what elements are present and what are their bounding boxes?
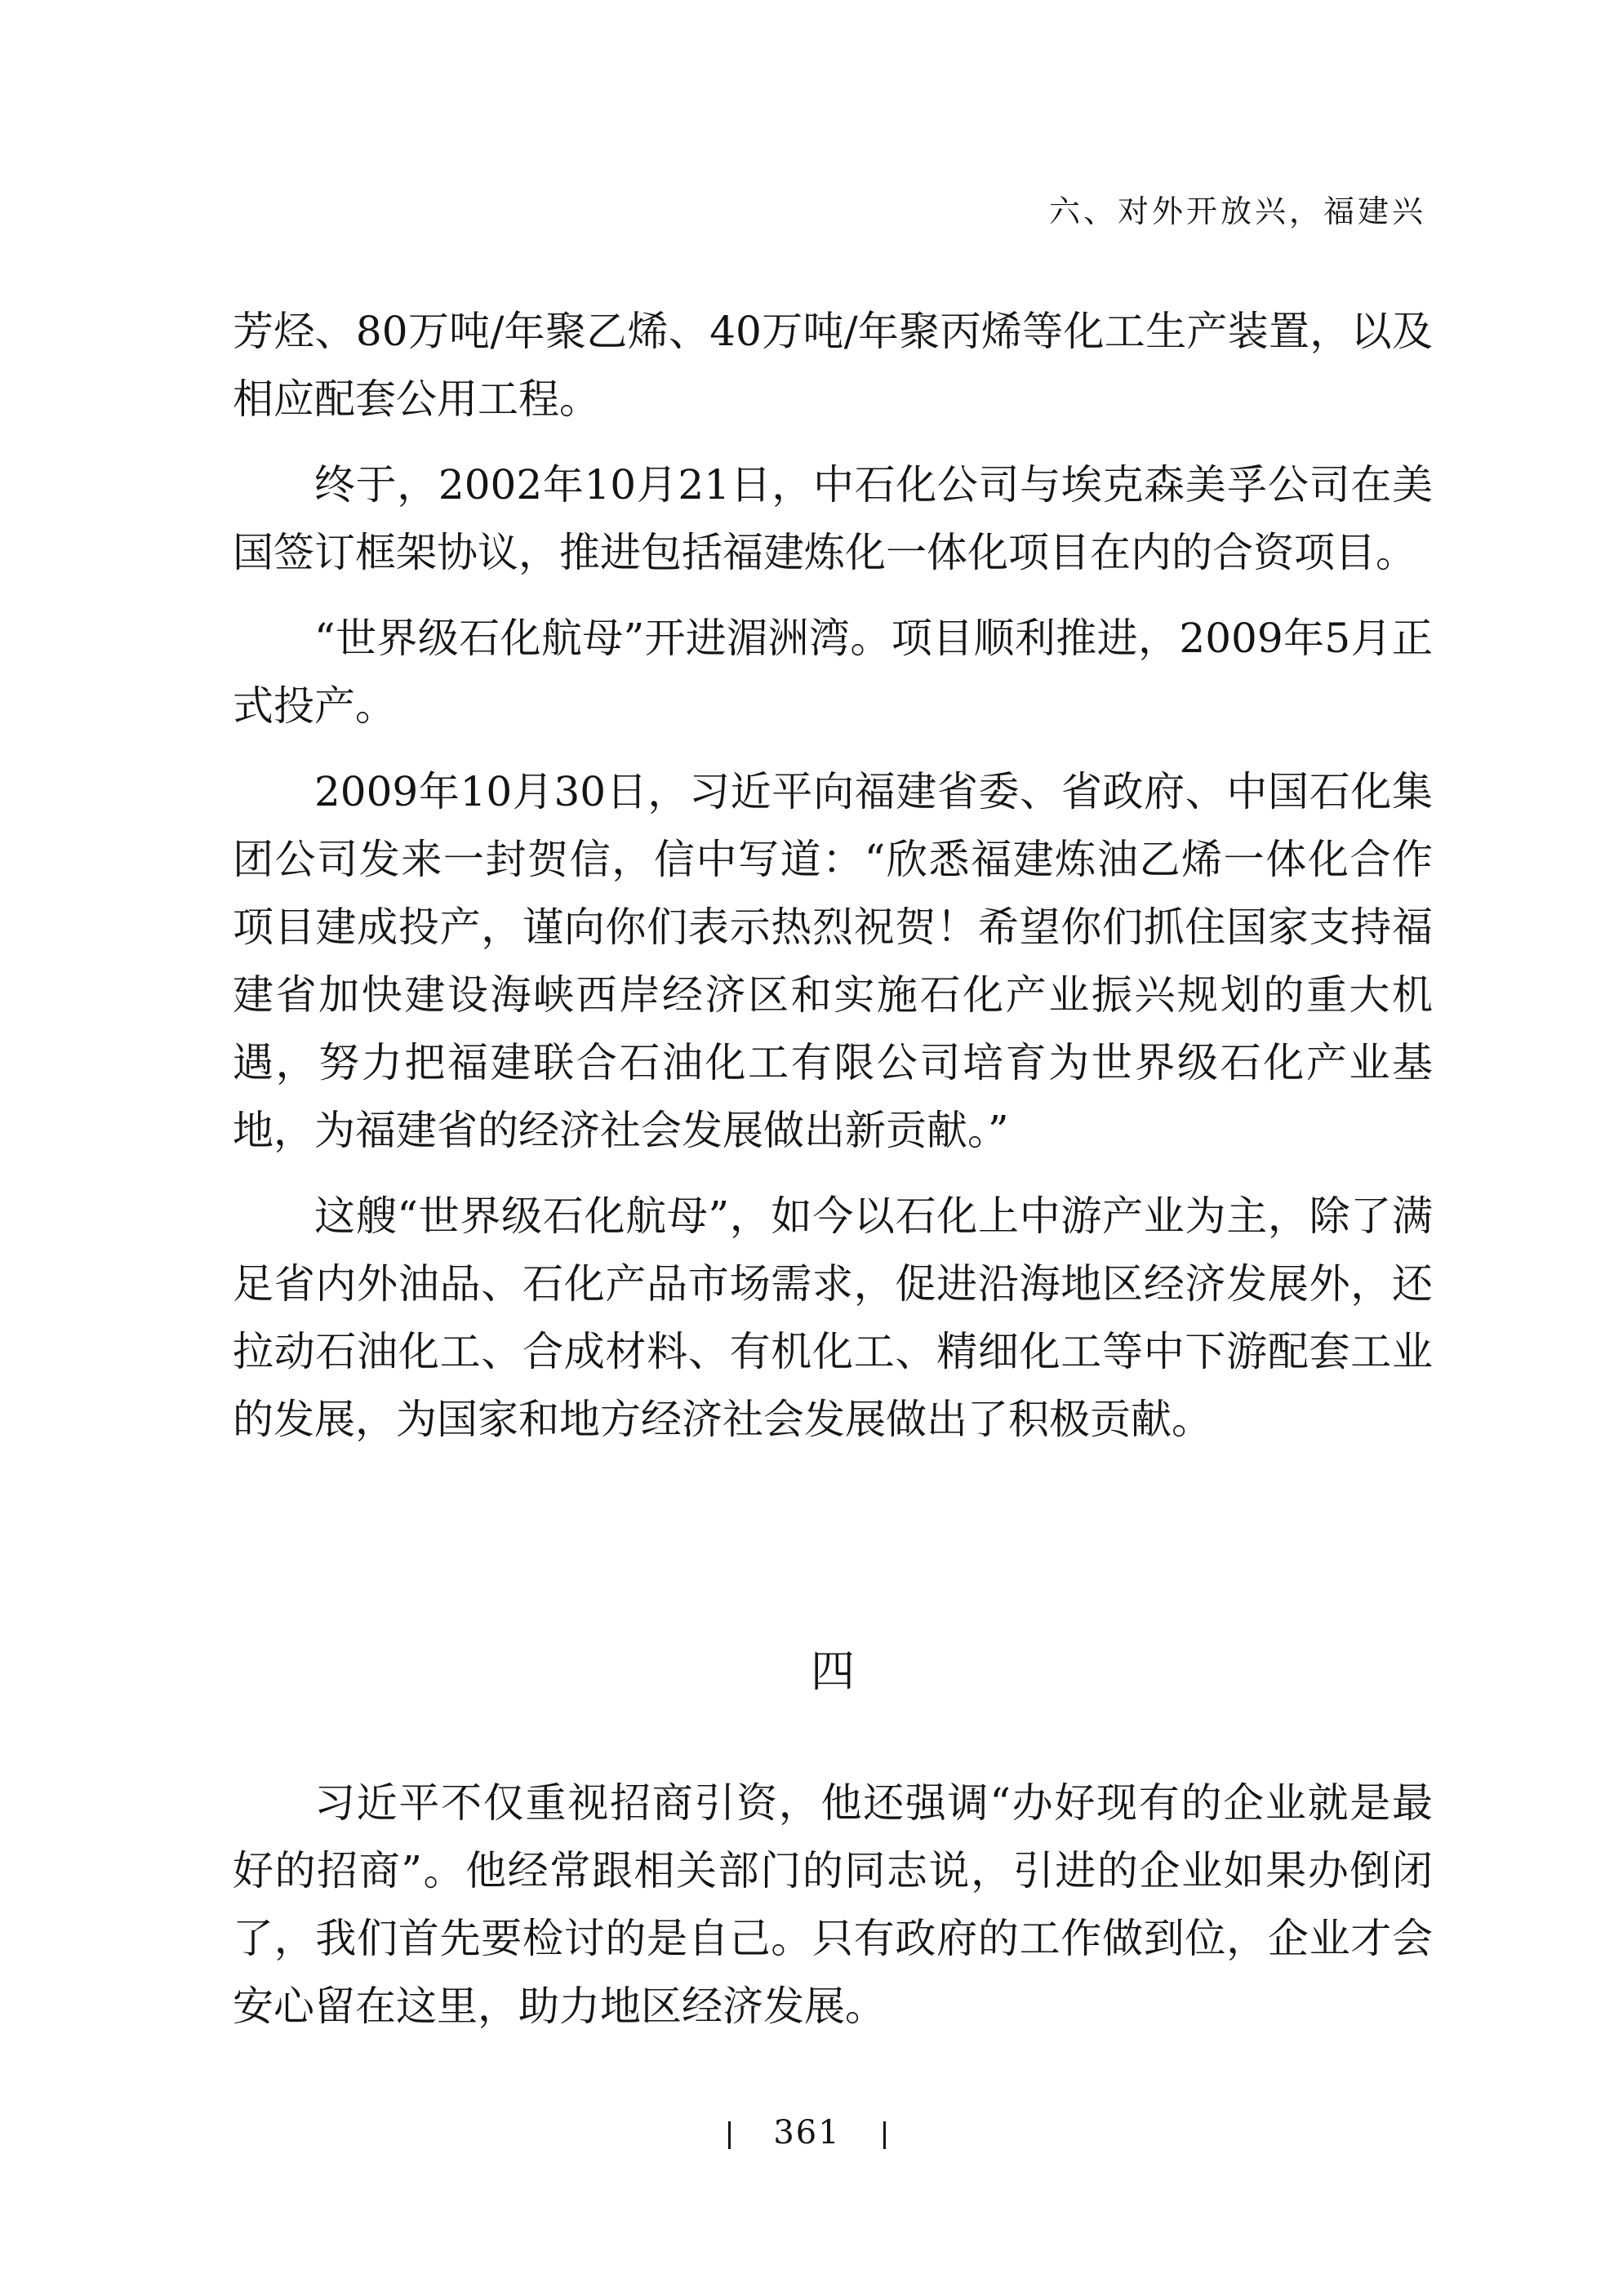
paragraph: 习近平不仅重视招商引资，他还强调“办好现有的企业就是最好的招商”。他经常跟相关部门的同志说，引进的企业如果办倒闭了，我们首先要检讨的是自己。只有政府的工作做到位，企业才会安心留在这里，助力地区经济发展。 (233, 1779, 1433, 2030)
page-footer (0, 2114, 1614, 2152)
paragraph: 芳烃、80万吨/年聚乙烯、40万吨/年聚丙烯等化工生产装置，以及相应配套公用工程。 (233, 308, 1433, 423)
running-head: 六、对外开放兴，福建兴 (1048, 193, 1426, 229)
section-body (233, 1770, 1433, 2041)
paragraph: “世界级石化航母”开进湄洲湾。项目顺利推进，2009年5月正式投产。 (233, 615, 1433, 730)
paragraph: 终于，2002年10月21日，中石化公司与埃克森美孚公司在美国签订框架协议，推进包括福建炼化一体化项目在内的合资项目。 (233, 461, 1433, 576)
section-heading: 四 (811, 1645, 855, 1697)
folio-bar-right (883, 2121, 886, 2149)
folio-bar-left (728, 2121, 731, 2149)
paragraph: 这艘“世界级石化航母”，如今以石化上中游产业为主，除了满足省内外油品、石化产品市场需求，促进沿海地区经济发展外，还拉动石油化工、合成材料、有机化工、精细化工等中下游配套工业的发展，为国家和地方经济社会发展做出了积极贡献。 (233, 1192, 1433, 1443)
paragraph: 2009年10月30日，习近平向福建省委、省政府、中国石化集团公司发来一封贺信，信中写道：“欣悉福建炼油乙烯一体化合作项目建成投产，谨向你们表示热烈祝贺！希望你们抓住国家支持福建省加快建设海峡西岸经济区和实施石化产业振兴规划的重大机遇，努力把福建联合石油化工有限公司培育为世界级石化产业基地，为福建省的经济社会发展做出新贡献。” (233, 768, 1433, 1154)
body-text (233, 298, 1433, 1472)
page-number: 361 (773, 2114, 841, 2152)
